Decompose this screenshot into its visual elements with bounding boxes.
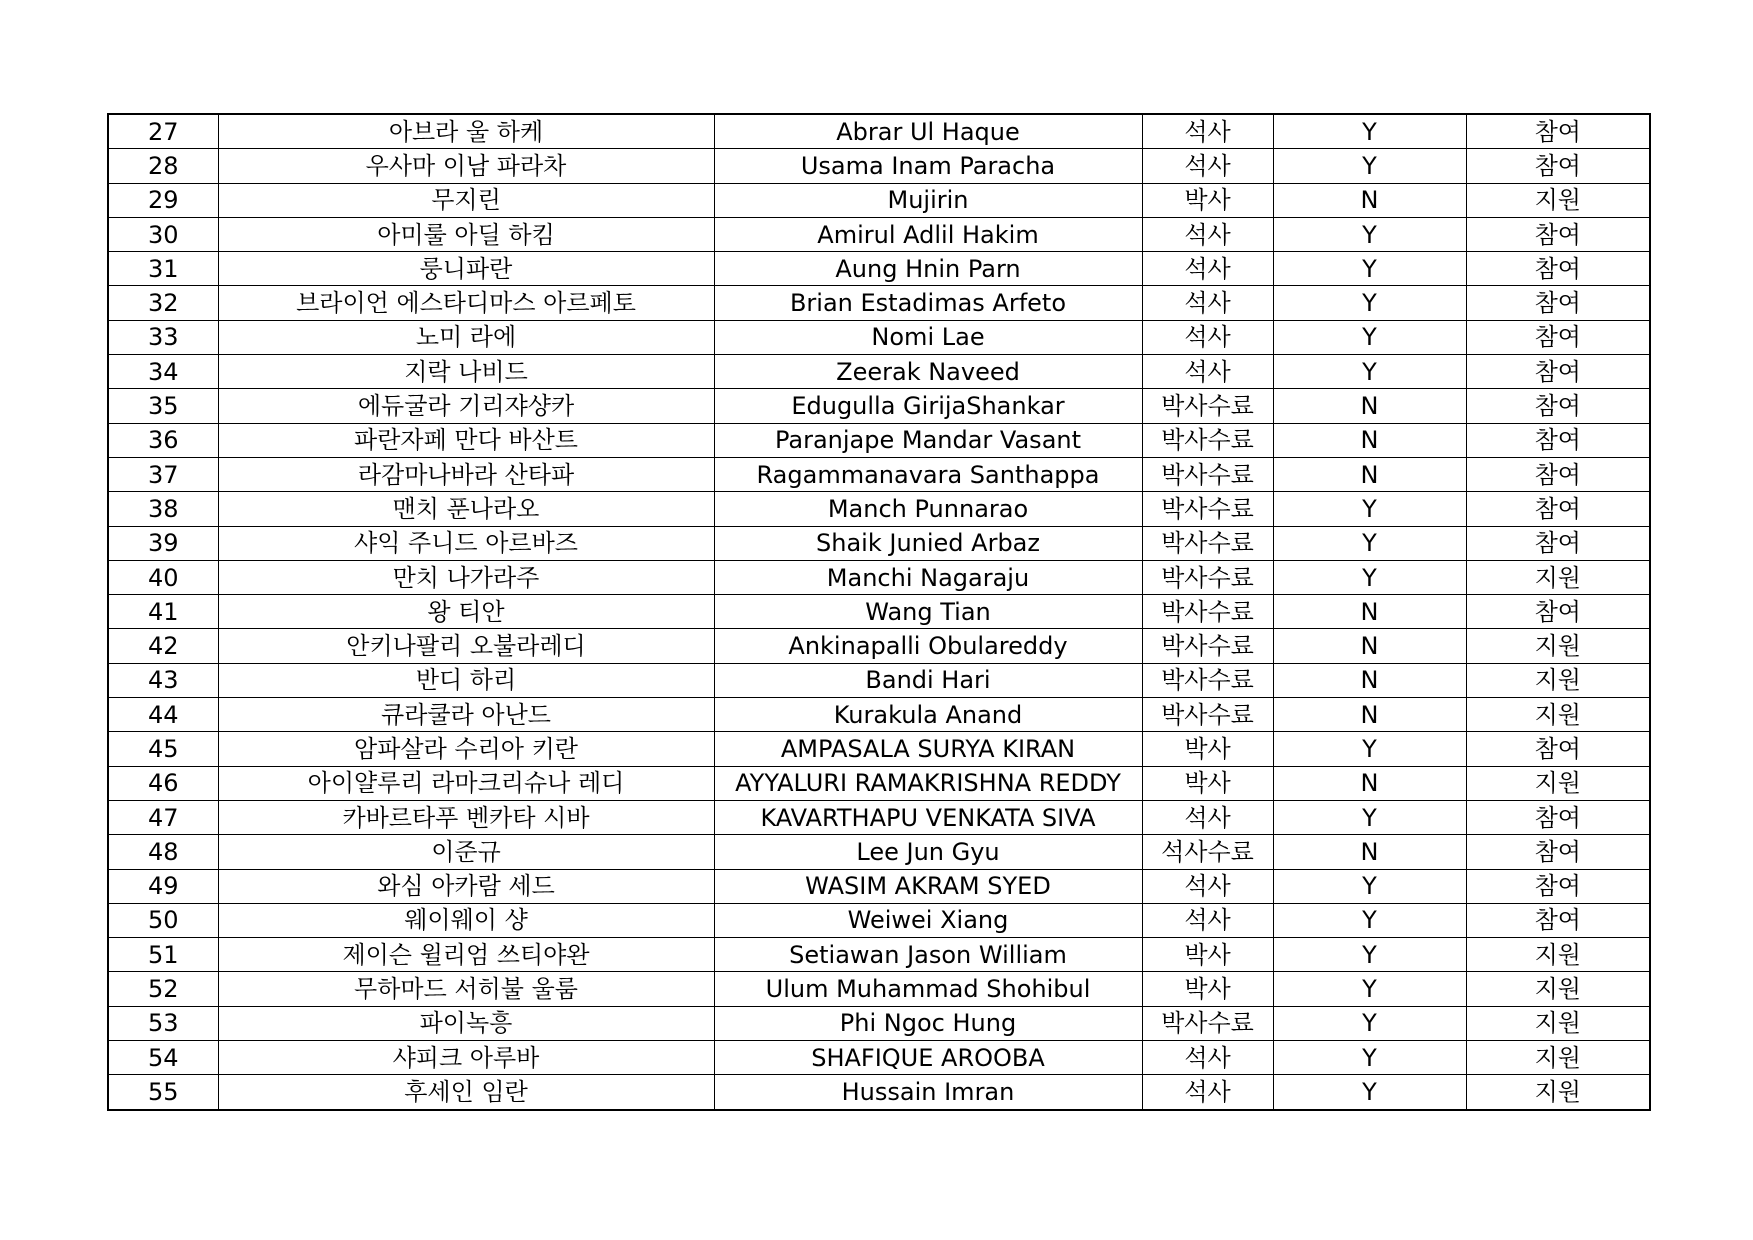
participation-status: 참여 <box>1466 869 1650 903</box>
yes-no-flag: Y <box>1273 526 1466 560</box>
korean-name: 제이슨 윌리엄 쓰티야완 <box>218 938 714 972</box>
table-row <box>108 835 1650 869</box>
english-name: SHAFIQUE AROOBA <box>714 1041 1142 1075</box>
yes-no-flag: Y <box>1273 492 1466 526</box>
row-number: 29 <box>108 183 218 217</box>
row-number: 49 <box>108 869 218 903</box>
yes-no-flag: Y <box>1273 972 1466 1006</box>
degree: 박사수료 <box>1142 492 1273 526</box>
yes-no-flag: Y <box>1273 560 1466 594</box>
english-name: Nomi Lae <box>714 320 1142 354</box>
english-name: Aung Hnin Parn <box>714 252 1142 286</box>
yes-no-flag: N <box>1273 457 1466 491</box>
korean-name: 아미룰 아딜 하킴 <box>218 217 714 251</box>
yes-no-flag: Y <box>1273 1006 1466 1040</box>
row-number: 44 <box>108 698 218 732</box>
degree: 석사 <box>1142 355 1273 389</box>
row-number: 35 <box>108 389 218 423</box>
degree: 석사 <box>1142 320 1273 354</box>
row-number: 48 <box>108 835 218 869</box>
table-row <box>108 217 1650 251</box>
yes-no-flag: Y <box>1273 286 1466 320</box>
student-roster-table <box>107 113 1651 1111</box>
table-row <box>108 1006 1650 1040</box>
english-name: Ragammanavara Santhappa <box>714 457 1142 491</box>
degree: 석사 <box>1142 1041 1273 1075</box>
degree: 박사 <box>1142 732 1273 766</box>
degree: 석사 <box>1142 1075 1273 1110</box>
table-row <box>108 423 1650 457</box>
participation-status: 참여 <box>1466 252 1650 286</box>
table-row <box>108 560 1650 594</box>
participation-status: 참여 <box>1466 732 1650 766</box>
row-number: 38 <box>108 492 218 526</box>
yes-no-flag: N <box>1273 595 1466 629</box>
participation-status: 지원 <box>1466 1006 1650 1040</box>
degree: 박사수료 <box>1142 698 1273 732</box>
degree: 박사수료 <box>1142 663 1273 697</box>
yes-no-flag: N <box>1273 629 1466 663</box>
korean-name: 암파살라 수리아 키란 <box>218 732 714 766</box>
row-number: 28 <box>108 149 218 183</box>
korean-name: 안키나팔리 오불라레디 <box>218 629 714 663</box>
korean-name: 후세인 임란 <box>218 1075 714 1110</box>
row-number: 53 <box>108 1006 218 1040</box>
row-number: 34 <box>108 355 218 389</box>
korean-name: 룽니파란 <box>218 252 714 286</box>
degree: 박사수료 <box>1142 595 1273 629</box>
degree: 석사 <box>1142 903 1273 937</box>
participation-status: 지원 <box>1466 972 1650 1006</box>
english-name: Kurakula Anand <box>714 698 1142 732</box>
table-row <box>108 183 1650 217</box>
table-row <box>108 663 1650 697</box>
table-row <box>108 800 1650 834</box>
degree: 박사수료 <box>1142 423 1273 457</box>
korean-name: 라감마나바라 산타파 <box>218 457 714 491</box>
participation-status: 참여 <box>1466 526 1650 560</box>
participation-status: 지원 <box>1466 1041 1650 1075</box>
korean-name: 와심 아카람 세드 <box>218 869 714 903</box>
degree: 박사 <box>1142 938 1273 972</box>
table-row <box>108 149 1650 183</box>
participation-status: 참여 <box>1466 835 1650 869</box>
english-name: Zeerak Naveed <box>714 355 1142 389</box>
yes-no-flag: N <box>1273 423 1466 457</box>
row-number: 52 <box>108 972 218 1006</box>
row-number: 43 <box>108 663 218 697</box>
yes-no-flag: Y <box>1273 114 1466 149</box>
table-row <box>108 972 1650 1006</box>
korean-name: 샤피크 아루바 <box>218 1041 714 1075</box>
english-name: Paranjape Mandar Vasant <box>714 423 1142 457</box>
yes-no-flag: Y <box>1273 149 1466 183</box>
yes-no-flag: Y <box>1273 732 1466 766</box>
table-row <box>108 869 1650 903</box>
row-number: 50 <box>108 903 218 937</box>
yes-no-flag: Y <box>1273 800 1466 834</box>
row-number: 46 <box>108 766 218 800</box>
degree: 박사 <box>1142 766 1273 800</box>
korean-name: 큐라쿨라 아난드 <box>218 698 714 732</box>
row-number: 45 <box>108 732 218 766</box>
row-number: 39 <box>108 526 218 560</box>
table-row <box>108 286 1650 320</box>
english-name: AMPASALA SURYA KIRAN <box>714 732 1142 766</box>
table-row <box>108 114 1650 149</box>
english-name: Ankinapalli Obulareddy <box>714 629 1142 663</box>
english-name: Amirul Adlil Hakim <box>714 217 1142 251</box>
table-row <box>108 526 1650 560</box>
korean-name: 무하마드 서히불 울룸 <box>218 972 714 1006</box>
yes-no-flag: N <box>1273 183 1466 217</box>
roster-body <box>108 114 1650 1110</box>
table-row <box>108 389 1650 423</box>
degree: 박사수료 <box>1142 1006 1273 1040</box>
row-number: 37 <box>108 457 218 491</box>
degree: 박사 <box>1142 183 1273 217</box>
row-number: 41 <box>108 595 218 629</box>
korean-name: 샤익 주니드 아르바즈 <box>218 526 714 560</box>
table-row <box>108 457 1650 491</box>
english-name: Abrar Ul Haque <box>714 114 1142 149</box>
korean-name: 에듀굴라 기리쟈샹카 <box>218 389 714 423</box>
table-row <box>108 732 1650 766</box>
participation-status: 참여 <box>1466 595 1650 629</box>
english-name: AYYALURI RAMAKRISHNA REDDY <box>714 766 1142 800</box>
korean-name: 파이녹흥 <box>218 1006 714 1040</box>
english-name: Brian Estadimas Arfeto <box>714 286 1142 320</box>
english-name: Wang Tian <box>714 595 1142 629</box>
table-row <box>108 595 1650 629</box>
participation-status: 참여 <box>1466 389 1650 423</box>
degree: 박사수료 <box>1142 629 1273 663</box>
yes-no-flag: Y <box>1273 1041 1466 1075</box>
table-row <box>108 492 1650 526</box>
table-row <box>108 629 1650 663</box>
degree: 박사수료 <box>1142 389 1273 423</box>
row-number: 47 <box>108 800 218 834</box>
korean-name: 지락 나비드 <box>218 355 714 389</box>
participation-status: 참여 <box>1466 492 1650 526</box>
row-number: 30 <box>108 217 218 251</box>
row-number: 33 <box>108 320 218 354</box>
korean-name: 만치 나가라주 <box>218 560 714 594</box>
yes-no-flag: N <box>1273 835 1466 869</box>
degree: 박사수료 <box>1142 526 1273 560</box>
korean-name: 왕 티안 <box>218 595 714 629</box>
table-row <box>108 320 1650 354</box>
row-number: 55 <box>108 1075 218 1110</box>
row-number: 27 <box>108 114 218 149</box>
degree: 석사 <box>1142 252 1273 286</box>
row-number: 54 <box>108 1041 218 1075</box>
table-row <box>108 938 1650 972</box>
yes-no-flag: Y <box>1273 938 1466 972</box>
degree: 석사 <box>1142 800 1273 834</box>
yes-no-flag: Y <box>1273 320 1466 354</box>
degree: 석사 <box>1142 114 1273 149</box>
korean-name: 노미 라에 <box>218 320 714 354</box>
korean-name: 반디 하리 <box>218 663 714 697</box>
english-name: Manchi Nagaraju <box>714 560 1142 594</box>
participation-status: 지원 <box>1466 663 1650 697</box>
korean-name: 파란자페 만다 바산트 <box>218 423 714 457</box>
english-name: Hussain Imran <box>714 1075 1142 1110</box>
table-row <box>108 1041 1650 1075</box>
korean-name: 우사마 이남 파라차 <box>218 149 714 183</box>
participation-status: 지원 <box>1466 1075 1650 1110</box>
participation-status: 지원 <box>1466 560 1650 594</box>
korean-name: 무지린 <box>218 183 714 217</box>
yes-no-flag: N <box>1273 698 1466 732</box>
row-number: 36 <box>108 423 218 457</box>
degree: 박사수료 <box>1142 560 1273 594</box>
participation-status: 지원 <box>1466 938 1650 972</box>
yes-no-flag: Y <box>1273 252 1466 286</box>
yes-no-flag: Y <box>1273 903 1466 937</box>
degree: 석사 <box>1142 149 1273 183</box>
english-name: Edugulla GirijaShankar <box>714 389 1142 423</box>
row-number: 42 <box>108 629 218 663</box>
participation-status: 참여 <box>1466 800 1650 834</box>
participation-status: 지원 <box>1466 698 1650 732</box>
table-row <box>108 1075 1650 1110</box>
english-name: KAVARTHAPU VENKATA SIVA <box>714 800 1142 834</box>
english-name: Mujirin <box>714 183 1142 217</box>
table-row <box>108 766 1650 800</box>
korean-name: 이준규 <box>218 835 714 869</box>
korean-name: 카바르타푸 벤카타 시바 <box>218 800 714 834</box>
table-row <box>108 355 1650 389</box>
participation-status: 참여 <box>1466 320 1650 354</box>
english-name: Setiawan Jason William <box>714 938 1142 972</box>
degree: 석사수료 <box>1142 835 1273 869</box>
participation-status: 지원 <box>1466 183 1650 217</box>
degree: 박사수료 <box>1142 457 1273 491</box>
english-name: Weiwei Xiang <box>714 903 1142 937</box>
yes-no-flag: Y <box>1273 355 1466 389</box>
participation-status: 참여 <box>1466 457 1650 491</box>
participation-status: 참여 <box>1466 903 1650 937</box>
english-name: Shaik Junied Arbaz <box>714 526 1142 560</box>
english-name: Bandi Hari <box>714 663 1142 697</box>
english-name: WASIM AKRAM SYED <box>714 869 1142 903</box>
table-row <box>108 698 1650 732</box>
degree: 석사 <box>1142 217 1273 251</box>
row-number: 31 <box>108 252 218 286</box>
participation-status: 참여 <box>1466 423 1650 457</box>
participation-status: 참여 <box>1466 217 1650 251</box>
yes-no-flag: Y <box>1273 217 1466 251</box>
row-number: 51 <box>108 938 218 972</box>
english-name: Ulum Muhammad Shohibul <box>714 972 1142 1006</box>
korean-name: 아브라 울 하케 <box>218 114 714 149</box>
table-row <box>108 903 1650 937</box>
row-number: 32 <box>108 286 218 320</box>
korean-name: 맨치 푼나라오 <box>218 492 714 526</box>
degree: 석사 <box>1142 286 1273 320</box>
english-name: Usama Inam Paracha <box>714 149 1142 183</box>
yes-no-flag: N <box>1273 766 1466 800</box>
yes-no-flag: Y <box>1273 1075 1466 1110</box>
degree: 석사 <box>1142 869 1273 903</box>
participation-status: 지원 <box>1466 766 1650 800</box>
participation-status: 지원 <box>1466 629 1650 663</box>
yes-no-flag: Y <box>1273 869 1466 903</box>
english-name: Manch Punnarao <box>714 492 1142 526</box>
korean-name: 브라이언 에스타디마스 아르페토 <box>218 286 714 320</box>
english-name: Lee Jun Gyu <box>714 835 1142 869</box>
korean-name: 아이얄루리 라마크리슈나 레디 <box>218 766 714 800</box>
yes-no-flag: N <box>1273 389 1466 423</box>
row-number: 40 <box>108 560 218 594</box>
participation-status: 참여 <box>1466 355 1650 389</box>
participation-status: 참여 <box>1466 114 1650 149</box>
degree: 박사 <box>1142 972 1273 1006</box>
korean-name: 웨이웨이 샹 <box>218 903 714 937</box>
english-name: Phi Ngoc Hung <box>714 1006 1142 1040</box>
table-row <box>108 252 1650 286</box>
participation-status: 참여 <box>1466 286 1650 320</box>
yes-no-flag: N <box>1273 663 1466 697</box>
participation-status: 참여 <box>1466 149 1650 183</box>
